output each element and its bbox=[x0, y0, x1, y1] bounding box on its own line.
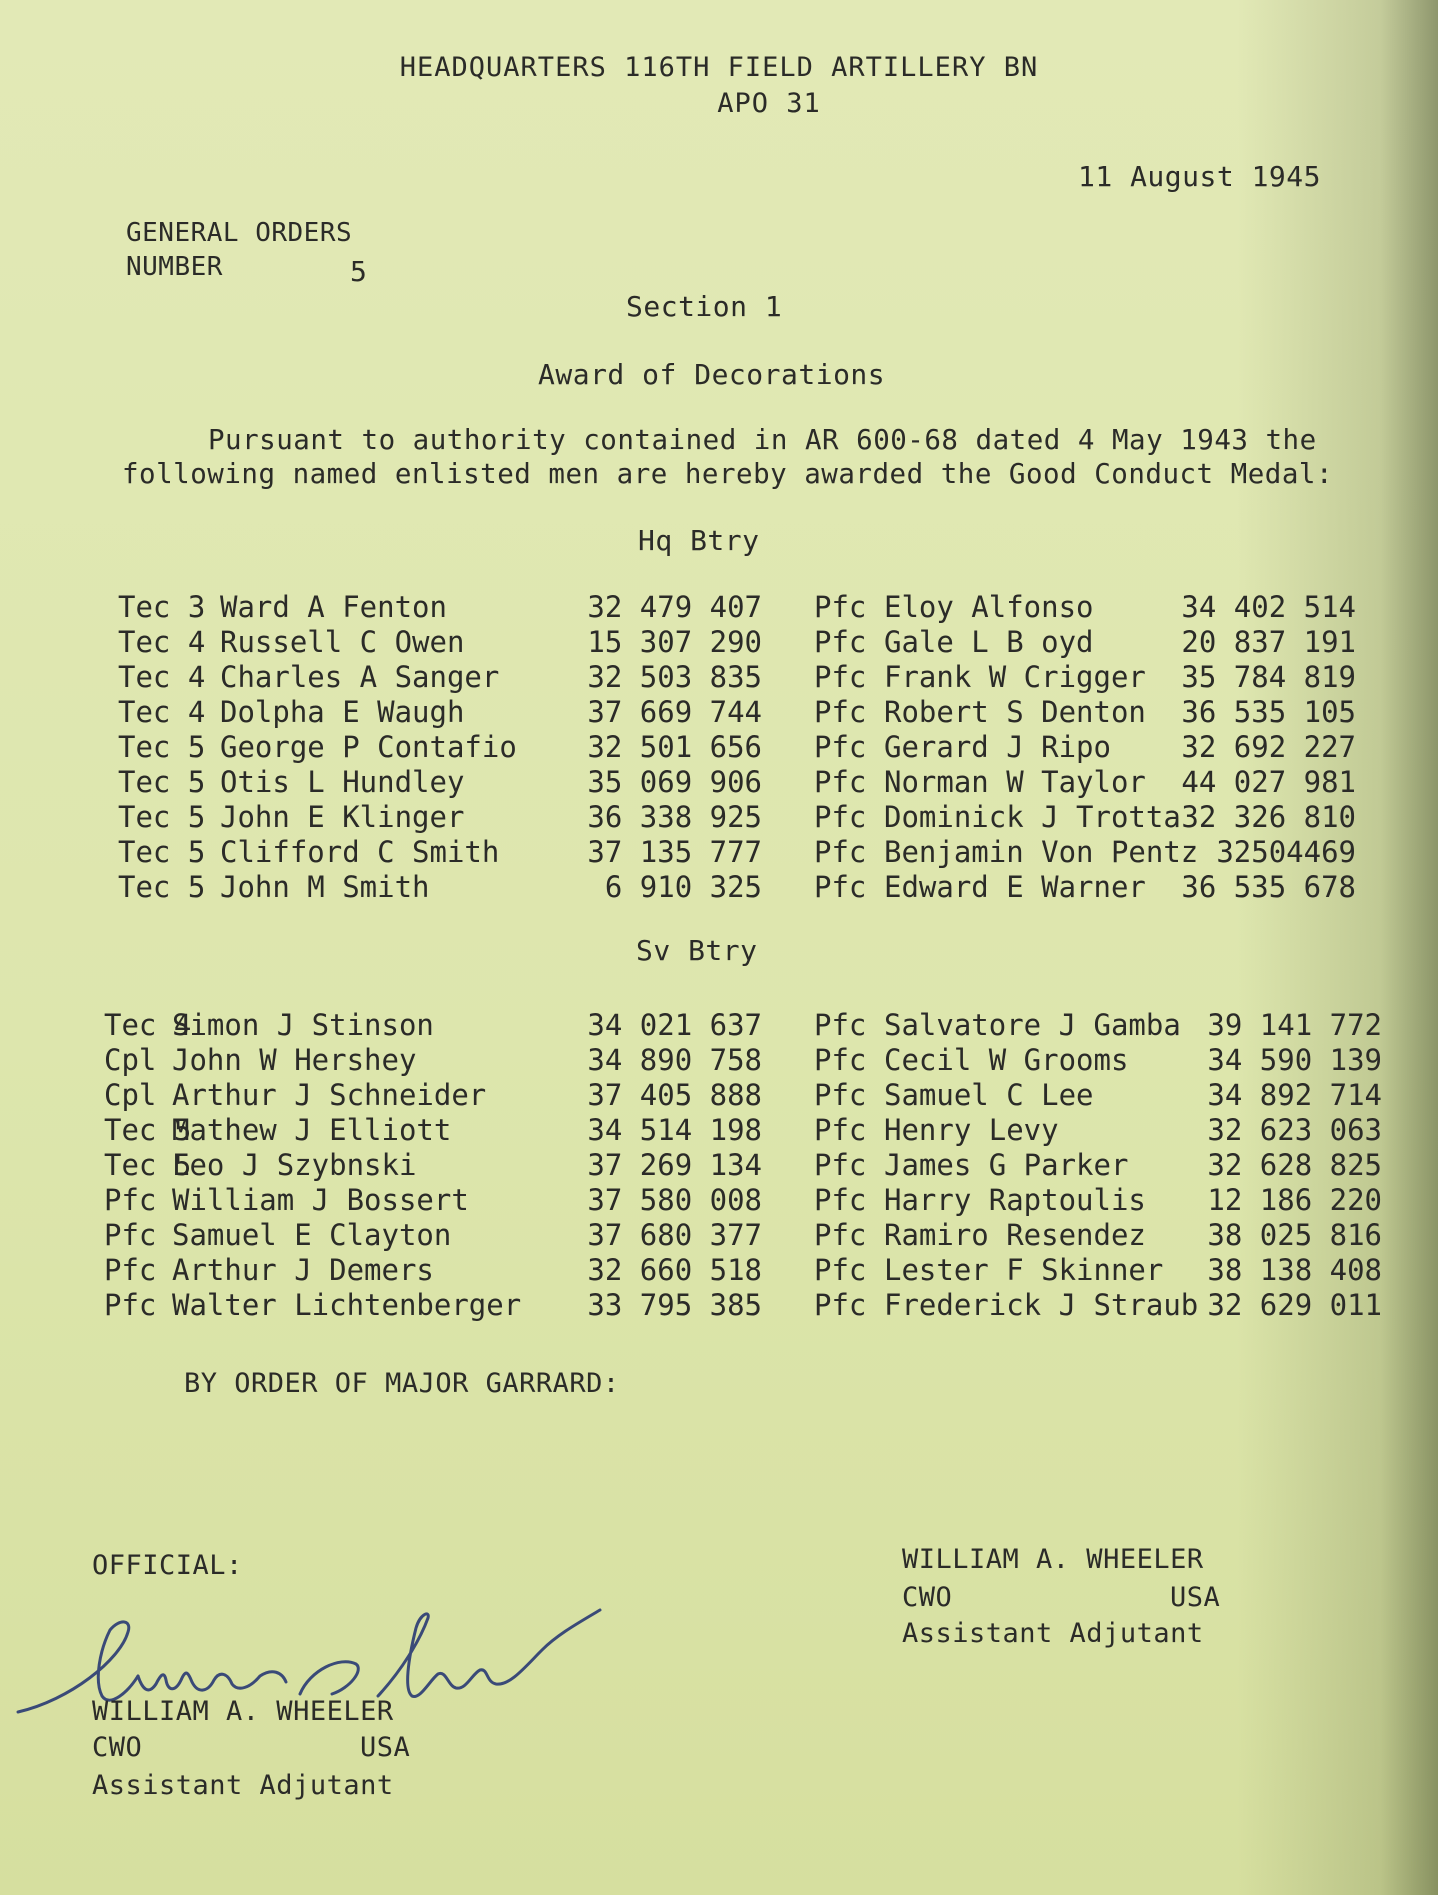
member-name: Charles A Sanger bbox=[220, 660, 500, 694]
member-rank: Pfc bbox=[814, 1078, 867, 1112]
general-orders-label: GENERAL ORDERS bbox=[126, 218, 353, 248]
member-rank: Tec 5 bbox=[118, 730, 206, 764]
roster-row bbox=[0, 695, 1438, 729]
member-serial-number: 38 025 816 bbox=[1207, 1218, 1382, 1252]
member-serial-number: 34 514 198 bbox=[587, 1113, 762, 1147]
member-serial-number: 32 326 810 bbox=[1181, 800, 1356, 834]
member-rank: Pfc bbox=[814, 1218, 867, 1252]
section-title: Section 1 bbox=[626, 290, 783, 323]
member-name: Clifford C Smith bbox=[220, 835, 500, 869]
member-name: Cecil W Grooms bbox=[884, 1043, 1129, 1077]
member-serial-number: 34 402 514 bbox=[1181, 590, 1356, 624]
member-name: Samuel E Clayton bbox=[172, 1218, 452, 1252]
member-serial-number: 37 269 134 bbox=[587, 1148, 762, 1182]
member-name: Edward E Warner bbox=[884, 870, 1146, 904]
member-name: Samuel C Lee bbox=[884, 1078, 1094, 1112]
signature-stroke bbox=[300, 1662, 358, 1694]
member-serial-number: 34 892 714 bbox=[1207, 1078, 1382, 1112]
roster-row bbox=[0, 1078, 1438, 1112]
member-serial-number: 32 623 063 bbox=[1207, 1113, 1382, 1147]
member-serial-number: 34 021 637 bbox=[587, 1008, 762, 1042]
member-name: Frank W Crigger bbox=[884, 660, 1146, 694]
member-serial-number: 15 307 290 bbox=[587, 625, 762, 659]
preamble-line-1: Pursuant to authority contained in AR 600-68 dated 4 May 1943 the bbox=[208, 424, 1317, 456]
member-name: John E Klinger bbox=[220, 800, 465, 834]
member-rank: Pfc bbox=[814, 800, 867, 834]
member-serial-number: 36 535 105 bbox=[1181, 695, 1356, 729]
member-rank: Tec 5 bbox=[118, 870, 206, 904]
member-rank: Pfc bbox=[814, 1253, 867, 1287]
member-name: Frederick J Straub bbox=[884, 1288, 1199, 1322]
member-rank: Tec 5 bbox=[118, 835, 206, 869]
member-name: Dominick J Trotta bbox=[884, 800, 1181, 834]
member-name: Leo J Szybnski bbox=[172, 1148, 417, 1182]
member-serial-number: 35 069 906 bbox=[587, 765, 762, 799]
order-number: 5 bbox=[350, 255, 368, 288]
member-rank: Tec 5 bbox=[104, 1148, 192, 1182]
member-serial-number: 39 141 772 bbox=[1207, 1008, 1382, 1042]
member-name: Dolpha E Waugh bbox=[220, 695, 465, 729]
member-rank: Tec 5 bbox=[104, 1113, 192, 1147]
member-serial-number: 36 535 678 bbox=[1181, 870, 1356, 904]
signature-block-title: Assistant Adjutant bbox=[902, 1618, 1204, 1649]
member-name: Simon J Stinson bbox=[172, 1008, 434, 1042]
member-rank: Pfc bbox=[814, 1148, 867, 1182]
member-serial-number: 33 795 385 bbox=[587, 1288, 762, 1322]
member-name: Lester F Skinner bbox=[884, 1253, 1164, 1287]
member-serial-number: 20 837 191 bbox=[1181, 625, 1356, 659]
member-rank: Pfc bbox=[814, 870, 867, 904]
official-name: WILLIAM A. WHEELER bbox=[92, 1696, 394, 1727]
order-date: 11 August 1945 bbox=[1078, 160, 1322, 193]
member-rank: Pfc bbox=[814, 765, 867, 799]
signature-stroke bbox=[138, 1672, 286, 1690]
member-rank: Pfc bbox=[814, 660, 867, 694]
member-serial-number: 32 692 227 bbox=[1181, 730, 1356, 764]
member-serial-number: 32 660 518 bbox=[587, 1253, 762, 1287]
member-name: William J Bossert bbox=[172, 1183, 469, 1217]
member-name: Salvatore J Gamba bbox=[884, 1008, 1181, 1042]
group-title-sv: Sv Btry bbox=[636, 934, 758, 967]
roster-row bbox=[0, 730, 1438, 764]
official-title: Assistant Adjutant bbox=[92, 1770, 394, 1801]
member-rank: Pfc bbox=[814, 1183, 867, 1217]
member-name: George P Contafio bbox=[220, 730, 517, 764]
subject-title: Award of Decorations bbox=[538, 358, 886, 391]
member-rank: Tec 4 bbox=[104, 1008, 192, 1042]
member-rank: Pfc bbox=[814, 1043, 867, 1077]
member-serial-number: 37 680 377 bbox=[587, 1218, 762, 1252]
member-name: Otis L Hundley bbox=[220, 765, 465, 799]
member-serial-number: 34 590 139 bbox=[1207, 1043, 1382, 1077]
member-name: Henry Levy bbox=[884, 1113, 1059, 1147]
header-unit: HEADQUARTERS 116TH FIELD ARTILLERY BN bbox=[399, 52, 1039, 83]
roster-row bbox=[0, 1008, 1438, 1042]
member-rank: Pfc bbox=[104, 1183, 157, 1217]
number-label: NUMBER bbox=[126, 252, 223, 282]
member-rank: Cpl bbox=[104, 1043, 157, 1077]
roster-row bbox=[0, 765, 1438, 799]
member-serial-number: 35 784 819 bbox=[1181, 660, 1356, 694]
member-rank: Tec 4 bbox=[118, 625, 206, 659]
member-name: Russell C Owen bbox=[220, 625, 465, 659]
roster-row bbox=[0, 660, 1438, 694]
member-name: James G Parker bbox=[884, 1148, 1129, 1182]
member-serial-number: 32 503 835 bbox=[587, 660, 762, 694]
member-name: John M Smith bbox=[220, 870, 430, 904]
member-name: Norman W Taylor bbox=[884, 765, 1146, 799]
member-name: Benjamin Von Pentz bbox=[884, 835, 1199, 869]
header-apo: APO 31 bbox=[717, 88, 821, 119]
member-rank: Pfc bbox=[814, 835, 867, 869]
member-serial-number: 32 629 011 bbox=[1207, 1288, 1382, 1322]
official-label: OFFICIAL: bbox=[92, 1550, 243, 1581]
member-rank: Pfc bbox=[814, 625, 867, 659]
roster-row bbox=[0, 835, 1438, 869]
member-rank: Cpl bbox=[104, 1078, 157, 1112]
member-rank: Pfc bbox=[104, 1288, 157, 1322]
member-rank: Pfc bbox=[104, 1218, 157, 1252]
member-serial-number: 34 890 758 bbox=[587, 1043, 762, 1077]
roster-row bbox=[0, 1113, 1438, 1147]
roster-row bbox=[0, 1043, 1438, 1077]
official-branch: USA bbox=[360, 1732, 411, 1763]
member-rank: Pfc bbox=[814, 730, 867, 764]
member-serial-number: 36 338 925 bbox=[587, 800, 762, 834]
roster-row bbox=[0, 590, 1438, 624]
roster-row bbox=[0, 800, 1438, 834]
member-serial-number: 6 910 325 bbox=[604, 870, 762, 904]
member-name: Ward A Fenton bbox=[220, 590, 447, 624]
member-serial-number: 32 628 825 bbox=[1207, 1148, 1382, 1182]
roster-row bbox=[0, 625, 1438, 659]
signature-stroke bbox=[378, 1610, 600, 1697]
roster-row bbox=[0, 1253, 1438, 1287]
member-serial-number: 44 027 981 bbox=[1181, 765, 1356, 799]
member-name: Arthur J Demers bbox=[172, 1253, 434, 1287]
roster-row bbox=[0, 1148, 1438, 1182]
preamble-line-2: following named enlisted men are hereby awarded the Good Conduct Medal: bbox=[122, 458, 1334, 490]
member-rank: Tec 3 bbox=[118, 590, 206, 624]
member-rank: Pfc bbox=[104, 1253, 157, 1287]
roster-row bbox=[0, 1183, 1438, 1217]
roster-row bbox=[0, 1288, 1438, 1322]
member-rank: Tec 4 bbox=[118, 660, 206, 694]
member-rank: Tec 4 bbox=[118, 695, 206, 729]
member-rank: Pfc bbox=[814, 695, 867, 729]
closing-line: BY ORDER OF MAJOR GARRARD: bbox=[184, 1368, 620, 1399]
signature-block-branch: USA bbox=[1170, 1582, 1221, 1613]
member-rank: Pfc bbox=[814, 590, 867, 624]
group-title-hq: Hq Btry bbox=[638, 524, 760, 557]
member-rank: Tec 5 bbox=[118, 765, 206, 799]
member-rank: Pfc bbox=[814, 1288, 867, 1322]
member-name: Ramiro Resendez bbox=[884, 1218, 1146, 1252]
member-serial-number: 37 580 008 bbox=[587, 1183, 762, 1217]
member-name: Walter Lichtenberger bbox=[172, 1288, 522, 1322]
signature-block-rank: CWO bbox=[902, 1582, 953, 1613]
member-name: Harry Raptoulis bbox=[884, 1183, 1146, 1217]
member-serial-number: 32 479 407 bbox=[587, 590, 762, 624]
member-serial-number: 32 501 656 bbox=[587, 730, 762, 764]
member-name: Eloy Alfonso bbox=[884, 590, 1094, 624]
member-rank: Tec 5 bbox=[118, 800, 206, 834]
signature-block-name: WILLIAM A. WHEELER bbox=[902, 1544, 1204, 1575]
member-serial-number: 37 405 888 bbox=[587, 1078, 762, 1112]
member-rank: Pfc bbox=[814, 1113, 867, 1147]
member-serial-number: 38 138 408 bbox=[1207, 1253, 1382, 1287]
official-rank: CWO bbox=[92, 1732, 143, 1763]
member-rank: Pfc bbox=[814, 1008, 867, 1042]
member-name: Gale L B oyd bbox=[884, 625, 1094, 659]
member-name: Robert S Denton bbox=[884, 695, 1146, 729]
member-serial-number: 37 135 777 bbox=[587, 835, 762, 869]
roster-row bbox=[0, 1218, 1438, 1252]
member-name: Mathew J Elliott bbox=[172, 1113, 452, 1147]
member-serial-number: 32504469 bbox=[1216, 835, 1356, 869]
member-name: Arthur J Schneider bbox=[172, 1078, 487, 1112]
roster-row bbox=[0, 870, 1438, 904]
member-serial-number: 12 186 220 bbox=[1207, 1183, 1382, 1217]
member-name: Gerard J Ripo bbox=[884, 730, 1111, 764]
member-serial-number: 37 669 744 bbox=[587, 695, 762, 729]
member-name: John W Hershey bbox=[172, 1043, 417, 1077]
